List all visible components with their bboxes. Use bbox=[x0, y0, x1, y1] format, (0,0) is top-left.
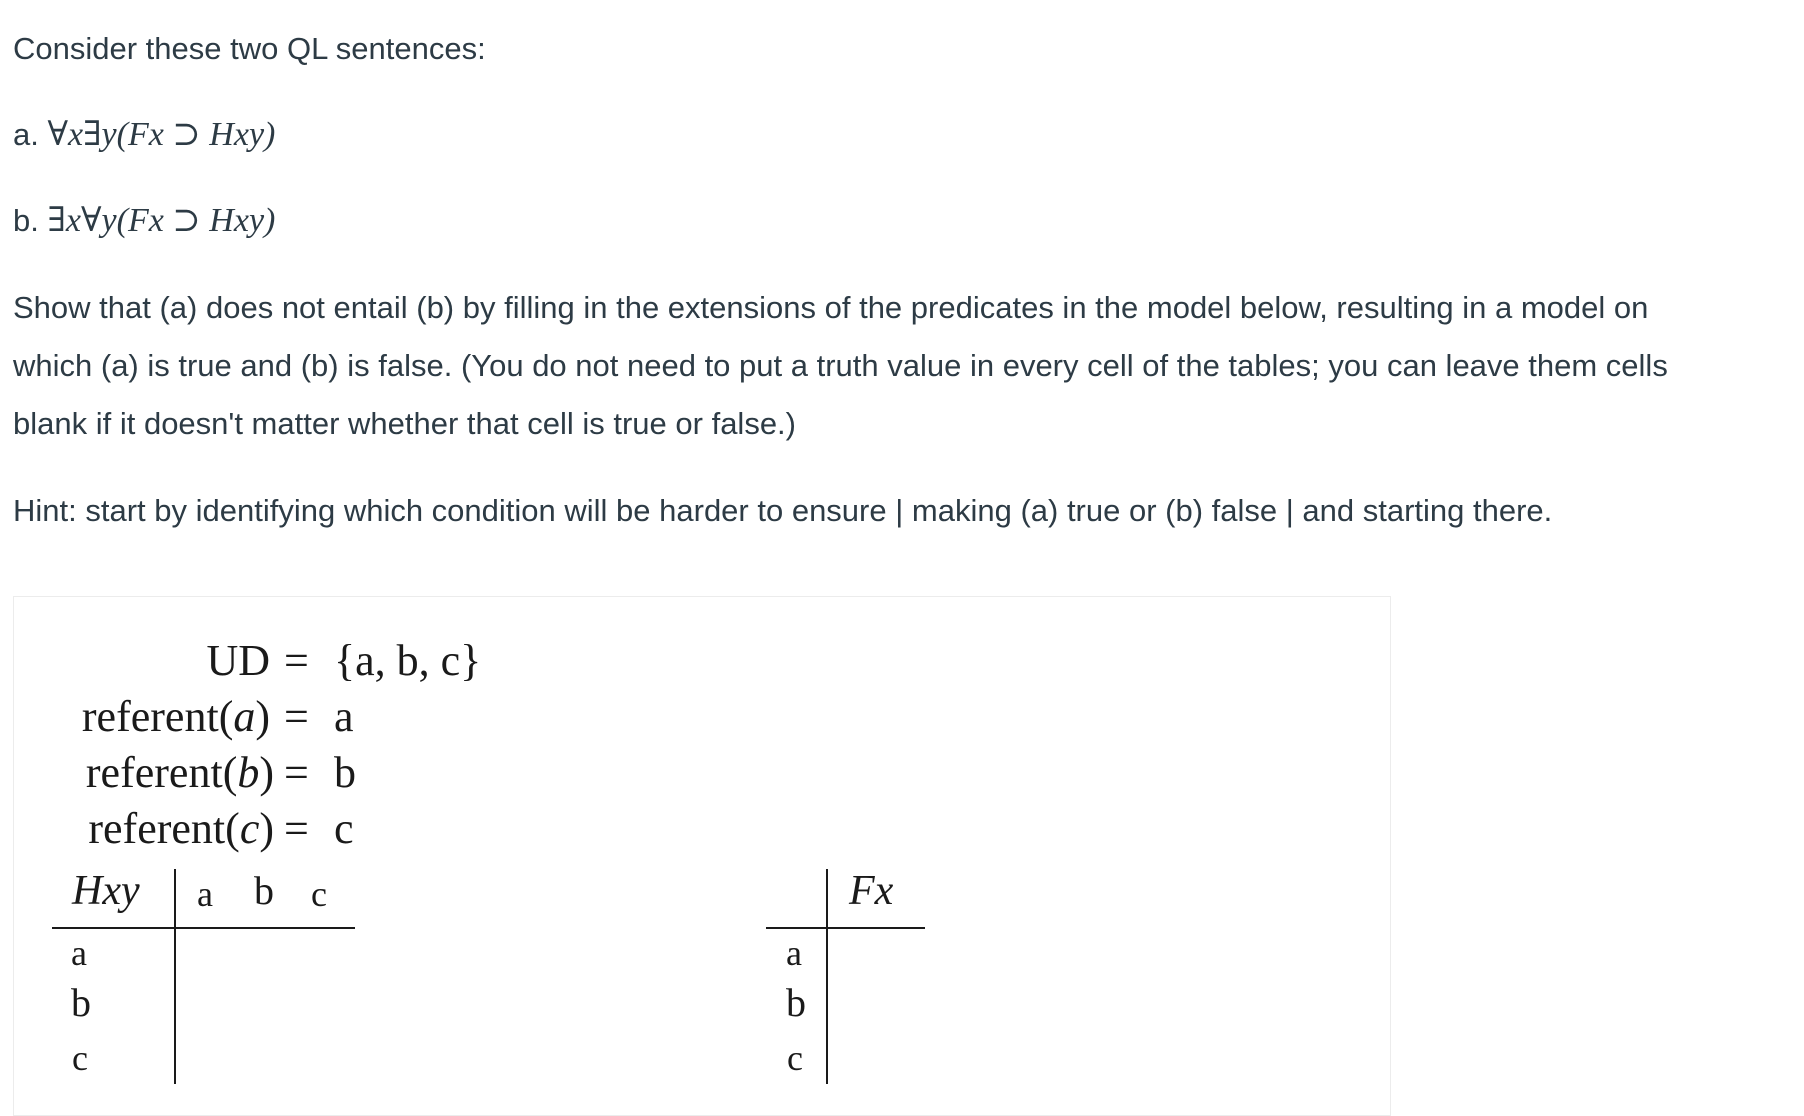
instruction-line-1: Show that (a) does not entail (b) by filling in the extensions of the predicates in the model below, resulting in a model on bbox=[13, 290, 1649, 325]
sentence-a-formula: ∀x∃y(Fx ⊃ Hxy) bbox=[47, 116, 276, 153]
ud-rhs: {a, b, c} bbox=[334, 636, 482, 685]
referent-c-lhs: referent(c) bbox=[88, 804, 274, 853]
referent-b-lhs: referent(b) bbox=[85, 748, 274, 797]
eq-sign-ud: = bbox=[284, 636, 309, 685]
h-cell-a-b[interactable] bbox=[246, 935, 286, 975]
h-cell-a-c[interactable] bbox=[303, 935, 343, 975]
instruction-line-2: which (a) is true and (b) is false. (You do not need to put a truth value in every cell of the tables; you can leave them cells bbox=[13, 348, 1668, 383]
sentence-b-label: b. bbox=[13, 203, 39, 238]
h-cell-c-c[interactable] bbox=[303, 1039, 343, 1079]
f-cell-a[interactable] bbox=[849, 935, 889, 975]
f-table-row-c: c bbox=[787, 1038, 803, 1078]
h-cell-a-a[interactable] bbox=[189, 935, 229, 975]
f-cell-c[interactable] bbox=[849, 1039, 889, 1079]
sentence-b bbox=[13, 192, 275, 249]
h-table-header: Hxy bbox=[72, 868, 140, 914]
hint-text: Hint: start by identifying which condition will be harder to ensure | making (a) true or (b) false | and starting there. bbox=[13, 493, 1553, 528]
referent-c-rhs: c bbox=[334, 804, 354, 853]
sentence-a-label: a. bbox=[13, 117, 39, 152]
f-table-vertical-rule bbox=[826, 869, 828, 1084]
eq-sign-a: = bbox=[284, 692, 309, 741]
h-table-col-b: b bbox=[254, 868, 274, 913]
f-table-horizontal-rule bbox=[766, 927, 925, 929]
sentence-b-formula: ∃x∀y(Fx ⊃ Hxy) bbox=[47, 202, 276, 239]
eq-sign-c: = bbox=[284, 804, 309, 853]
f-cell-b[interactable] bbox=[849, 987, 889, 1027]
h-table-col-c: c bbox=[311, 874, 327, 914]
h-table-row-c: c bbox=[72, 1038, 88, 1078]
referent-a-rhs: a bbox=[334, 692, 354, 741]
h-table-row-a: a bbox=[71, 933, 87, 973]
h-cell-b-a[interactable] bbox=[189, 987, 229, 1027]
instruction-line-3: blank if it doesn't matter whether that cell is true or false.) bbox=[13, 406, 796, 441]
h-table-vertical-rule bbox=[174, 869, 176, 1084]
sentence-a bbox=[13, 106, 275, 163]
model-panel bbox=[13, 596, 1391, 1116]
intro-text: Consider these two QL sentences: bbox=[13, 31, 486, 66]
h-cell-b-c[interactable] bbox=[303, 987, 343, 1027]
eq-sign-b: = bbox=[284, 748, 309, 797]
referent-a-lhs: referent(a) bbox=[81, 692, 270, 741]
h-cell-b-b[interactable] bbox=[246, 987, 286, 1027]
f-table-header: Fx bbox=[849, 868, 894, 914]
h-cell-c-a[interactable] bbox=[189, 1039, 229, 1079]
f-table-row-a: a bbox=[786, 933, 802, 973]
h-table-row-b: b bbox=[71, 980, 91, 1025]
h-table-horizontal-rule bbox=[52, 927, 355, 929]
h-table-col-a: a bbox=[197, 874, 213, 914]
referent-b-rhs: b bbox=[334, 748, 356, 797]
f-table-row-b: b bbox=[786, 980, 806, 1025]
ud-lhs: UD bbox=[206, 636, 270, 685]
h-cell-c-b[interactable] bbox=[246, 1039, 286, 1079]
